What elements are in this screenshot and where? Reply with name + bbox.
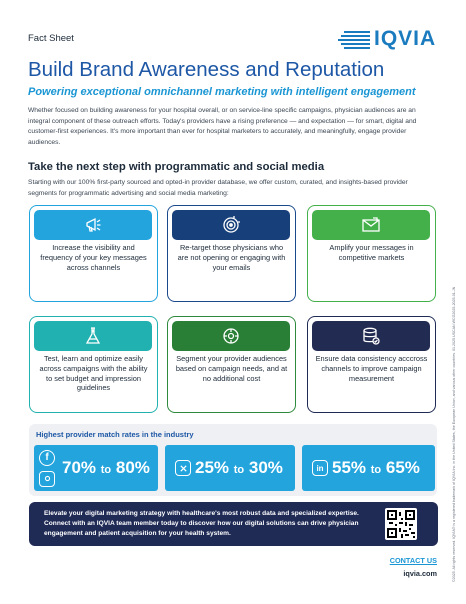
rate-high: 80% bbox=[115, 458, 150, 477]
linkedin-icon: in bbox=[312, 460, 328, 476]
rate-to: to bbox=[233, 464, 245, 476]
rate-to: to bbox=[370, 464, 382, 476]
logo-stripes-icon bbox=[338, 29, 372, 49]
page-subtitle: Powering exceptional omnichannel marketing with intelligent engagement bbox=[28, 86, 416, 98]
card-icon-banner bbox=[34, 321, 152, 351]
card-icon-banner bbox=[34, 210, 152, 240]
rate-low: 25% bbox=[195, 458, 230, 477]
card-icon-banner bbox=[312, 210, 430, 240]
card-text: Re-target those physicians who are not opening or engaging with your emails bbox=[177, 243, 286, 272]
benefit-card-consistency bbox=[307, 316, 436, 413]
rate-high: 30% bbox=[248, 458, 283, 477]
card-icon-banner bbox=[312, 321, 430, 351]
match-rate-linkedin bbox=[302, 445, 435, 491]
card-text: Test, learn and optimize easily across campaigns with the ability to set budget and impression guidelines bbox=[39, 354, 148, 393]
rate-low: 55% bbox=[332, 458, 367, 477]
megaphone-icon bbox=[83, 215, 103, 235]
contact-us-link[interactable]: CONTACT US bbox=[389, 556, 437, 565]
match-rate-facebook-instagram bbox=[34, 445, 158, 491]
benefit-card-visibility bbox=[29, 205, 158, 302]
envelope-icon bbox=[361, 215, 381, 235]
website-link[interactable]: iqvia.com bbox=[403, 569, 437, 578]
match-rates-heading: Highest provider match rates in the industry bbox=[36, 430, 194, 439]
match-rate-value bbox=[62, 458, 150, 478]
benefit-card-retarget bbox=[167, 205, 296, 302]
card-text: Ensure data consistency acccross channels to improve campaign measurement bbox=[315, 354, 428, 383]
card-icon-banner bbox=[172, 210, 290, 240]
rate-low: 70% bbox=[62, 458, 97, 477]
benefit-card-amplify bbox=[307, 205, 436, 302]
card-text: Amplify your messages in competitive markets bbox=[329, 243, 414, 262]
match-rate-value bbox=[195, 458, 283, 478]
target-icon bbox=[221, 215, 241, 235]
section-paragraph: Starting with our 100% first-party sourced and opted-in provider database, we offer custom, curated, and insights-based provider segments for programmatic advertising and social media marketing: bbox=[28, 179, 408, 197]
card-text: Segment your provider audiences based on campaign needs, and at no additional cost bbox=[175, 354, 288, 383]
cta-text: Elevate your digital marketing strategy with healthcare's most robust data and specialized expertise. Connect with an IQVIA team member today to discover how our digital solutions can drive physician engagement and patient acquisition for your health system. bbox=[44, 510, 359, 538]
qr-code[interactable] bbox=[385, 508, 417, 540]
page-title: Build Brand Awareness and Reputation bbox=[28, 58, 385, 81]
logo-text: IQVIA bbox=[374, 27, 437, 50]
fact-sheet-label: Fact Sheet bbox=[28, 33, 74, 44]
database-icon bbox=[361, 326, 381, 346]
segment-icon bbox=[221, 326, 241, 346]
call-to-action-banner bbox=[29, 502, 438, 546]
rate-high: 65% bbox=[385, 458, 420, 477]
section-heading: Take the next step with programmatic and social media bbox=[28, 161, 325, 173]
card-text: Increase the visibility and frequency of your key messages across channels bbox=[40, 243, 147, 272]
match-rate-value bbox=[332, 458, 420, 478]
iqvia-logo bbox=[338, 28, 442, 50]
x-icon bbox=[175, 460, 191, 476]
facebook-icon: f bbox=[39, 450, 55, 466]
rate-to: to bbox=[100, 464, 112, 476]
benefit-card-test-learn bbox=[29, 316, 158, 413]
instagram-icon bbox=[39, 471, 55, 487]
qr-code-icon bbox=[387, 510, 415, 538]
intro-paragraph: Whether focused on building awareness for your hospital overall, or on service-line specific campaigns, physician audiences are an integral component of these outreach efforts. Today's providers have a rising preference — and expectation — for smart, digital and customer-first experiences. It's more important than ever for hospital marketers to accurately, and meaningfully, engage provider audiences. bbox=[28, 107, 417, 146]
legal-notice: ©2025. All rights reserved. IQVIA® is a registered trademark of IQVIA Inc. in the United States, the European Union, and various other countries. 01.2025.USCAN.WCG2025-2025-01-JN bbox=[452, 286, 456, 582]
social-icon-group bbox=[39, 450, 55, 487]
match-rate-x bbox=[165, 445, 295, 491]
benefit-card-segment bbox=[167, 316, 296, 413]
card-icon-banner bbox=[172, 321, 290, 351]
flask-icon bbox=[83, 326, 103, 346]
